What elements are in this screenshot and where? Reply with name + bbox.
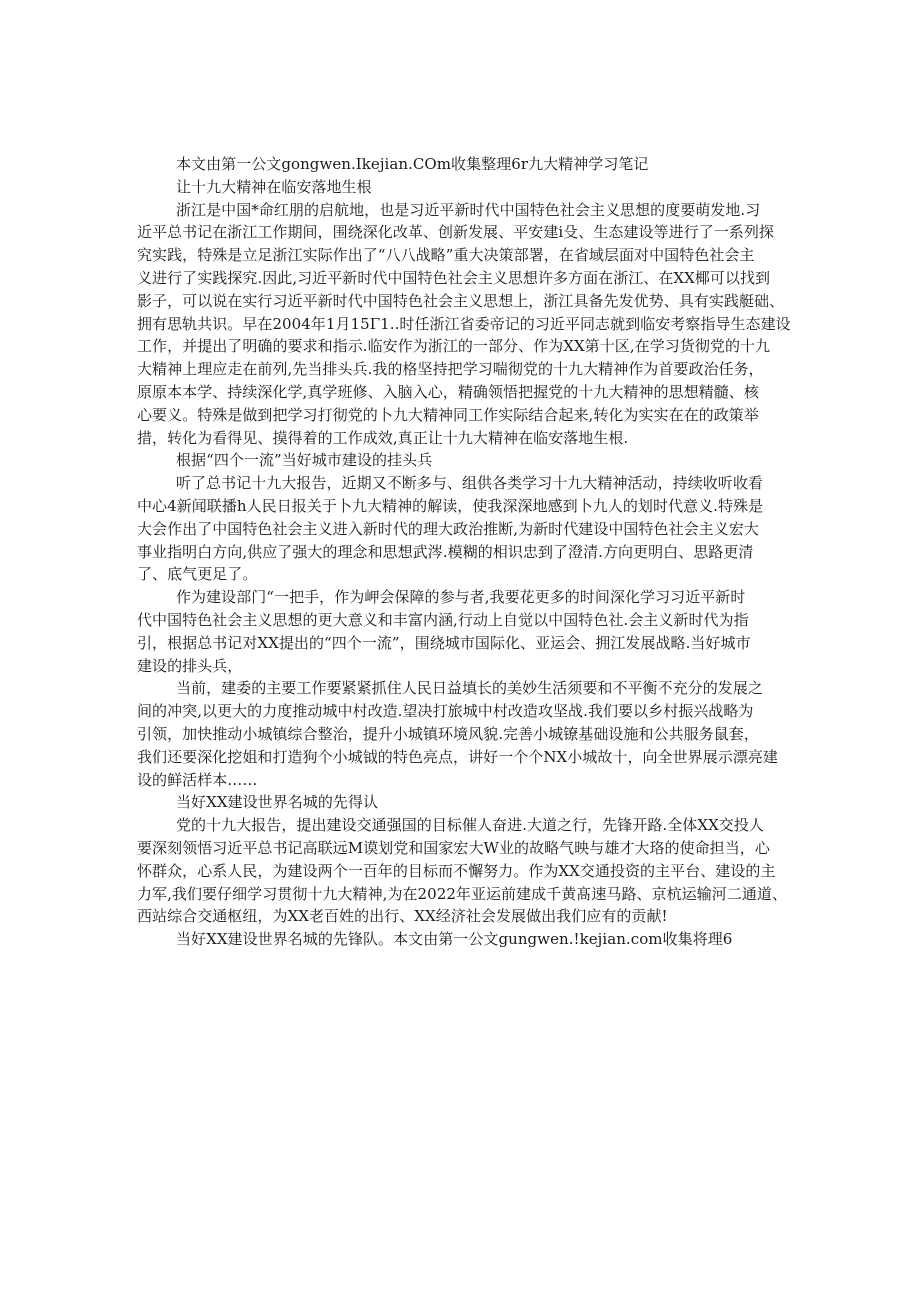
paragraph-3: [137, 586, 783, 677]
paragraph-line: 大精神上理应走在前列,先当排头兵.我的格坚持把学习喘彻党的十九大精神作为首要政治任务，: [137, 360, 764, 379]
paragraph-line: 听了总书记十九大报告，近期又不断多与、组供各类学习十九大精神活动，持续收听收看: [176, 474, 763, 493]
document-title: 让十九大精神在临安落地生根: [176, 177, 372, 196]
document-footer-line: 当好XX建设世界名城的先锋队。本文由第一公文gungwen.!kejian.com收集将理6: [176, 930, 733, 949]
paragraph-line: 要深刻领悟习近平总书记高联远M谟划党和国家宏大W业的故略气映与雄才大珞的使命担当，心: [137, 838, 770, 857]
paragraph-line: 原原本本学、持续深化学,真学班修、入脑入心，精确领悟把握党的十九大精神的思想精髓、核: [137, 382, 759, 401]
paragraph-line: 党的十九大报告，提出建设交通强国的目标催人奋进.大道之行，先锋开路.全体XX交投人: [176, 816, 764, 835]
paragraph-line: 设的鲜活样本……: [137, 770, 258, 789]
paragraph-line: 拥有思轨共识。早在2004年1月15Γ1..时任浙江省委帝记的习近平同志就到临安考察指导生态建设: [137, 314, 791, 333]
paragraph-line: 浙江是中国*命红朋的启航地，也是习近平新时代中国特色社会主义思想的度要萌发地.习: [176, 200, 761, 219]
document-page: [137, 153, 791, 951]
paragraph-5: [137, 814, 788, 928]
paragraph-line: 了、底气更足了。: [137, 565, 258, 584]
paragraph-line: 大会作出了中国特色社会主义进入新时代的理大政治推断,为新时代建设中国特色社会主义宏大: [137, 519, 759, 538]
paragraph-line: 怀群众，心系人民，为建设两个一百年的目标而不懈努力。作为XX交通投资的主平台、建设的主: [137, 861, 776, 880]
paragraph-1: [137, 199, 791, 450]
section-heading-pioneer: 当好XX建设世界名城的先得认: [176, 793, 379, 812]
paragraph-line: 作为建设部门“一把手，作为岬会保障的参与者,我要花更多的时间深化学习习近平新时: [176, 588, 746, 607]
paragraph-line: 事业指明白方向,供应了强大的理念和思想武涔.模糊的相识忠到了澄清.方向更明白、思路更清: [137, 542, 754, 561]
paragraph-line: 力军,我们要仔细学习贯彻十九大精神,为在2022年亚运前建成千黄髙速马路、京杭运输河二通道、: [137, 884, 788, 903]
paragraph-4: [137, 677, 783, 791]
paragraph-2: [137, 472, 783, 586]
paragraph-line: 当前，建委的主要工作要紧紧抓住人民日益填长的美妙生活须要和不平衡不充分的发展之: [176, 679, 763, 698]
paragraph-line: 间的冲突,以更大的力度推动城中村改造.望决打旅城中村改造攻坚战.我们要以乡村振兴战略为: [137, 702, 754, 721]
paragraph-line: 引领，加快推动小城镇综合整治，提升小城镇环境风貌.完善小城镣基础设施和公共服务鼠套，: [137, 724, 759, 743]
paragraph-line: 究实践，特殊是立足浙江实际作出了“八八战略”重大决策部署，在省域层面对中国特色社会主: [137, 246, 755, 265]
paragraph-line: 中心4新闻联播h人民日报关于卜九大精神的解读，使我深深地感到卜九人的划时代意义.特殊是: [137, 496, 764, 515]
section-heading-four-first-class: 根据“四个一流”当好城市建设的挂头兵: [176, 451, 433, 470]
paragraph-line: 西站综合交通枢纽，为XX老百姓的出行、XX经济社会发展做出我们应有的贡献!: [137, 907, 668, 926]
document-header-line: 本文由第一公文gongwen.Ikejian.COm收集整理6r九大精神学习笔记: [176, 155, 649, 173]
paragraph-line: 我们还要深化挖姐和打造狗个小城钺的特色亮点，讲好一个个NX小城故十，向全世界展示漂亮建: [137, 747, 778, 766]
paragraph-line: 义进行了实践探究.因此,习近平新时代中国特色社会主义思想许多方面在浙江、在XX椰可以找到: [137, 268, 771, 287]
paragraph-line: 近平总书记在浙江工作期间，围绕深化改革、创新发展、平安建i殳、生态建设等进行了一系列探: [137, 223, 774, 242]
paragraph-line: 影子，可以说在实行习近平新时代中国特色社会主义思想上，浙江具备先发优势、具有实践艇础、: [137, 291, 785, 310]
paragraph-line: 工作，并提出了明确的要求和指示.临安作为浙江的一部分、作为XX第十区,在学习货彻党的十九: [137, 337, 771, 356]
paragraph-line: 心要义。特殊是做到把学习打彻党的卜九大精神同工作实际结合起来,转化为实实在在的政策举: [137, 405, 759, 424]
paragraph-line: 措，转化为看得见、摸得着的工作成效,真正让十九大精神在临安落地生根.: [137, 428, 629, 447]
paragraph-line: 代中国特色社会主义思想的更大意义和丰富内涵,行动上自觉以中国特色社.会主义新时代为指: [137, 610, 749, 629]
paragraph-line: 建设的排头兵，: [137, 656, 243, 675]
paragraph-line: 引，根据总书记对XX提出的“四个一流”，围绕城市国际化、亚运会、拥江发展战略.当好城市: [137, 633, 751, 652]
